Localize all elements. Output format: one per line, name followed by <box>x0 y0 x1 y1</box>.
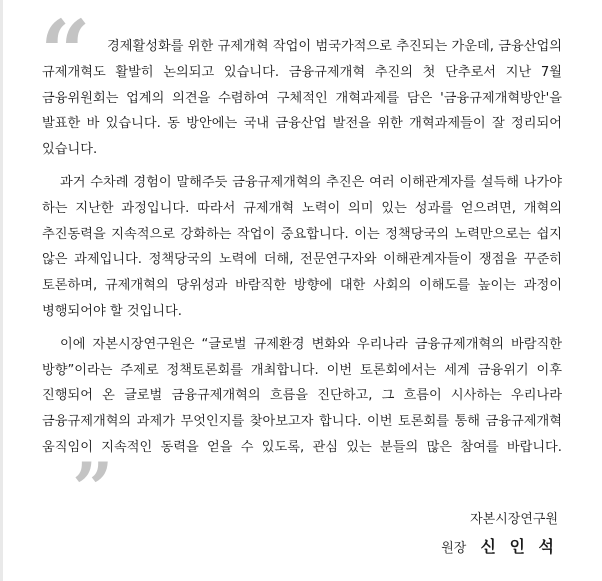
open-quote-icon: “ <box>40 0 85 104</box>
left-border-line <box>0 0 3 581</box>
paragraph-2: 과거 수차례 경험이 말해주듯 금융규제개혁의 추진은 여러 이해관계자를 설득해 나가야 하는 지난한 과정입니다. 따라서 규제개혁 노력이 의미 있는 성과를 얻으려면, 개혁의 추진동력을 지속적으로 강화하는 작업이 중요합니다. 이는 정책당국의 노력만으로는 쉽지 않은 과제입니다. 정책당국의 노력에 더해, 전문연구자와 이해관계자들이 쟁점을 꾸준히 토론하며, 규제개혁의 당위성과 바람직한 방향에 대한 사회의 이해도를 높이는 과정이 병행되어야 할 것입니다. <box>42 174 562 319</box>
letter-body <box>42 34 562 531</box>
paragraph-3 <box>42 332 562 531</box>
paragraph-1: 경제활성화를 위한 규제개혁 작업이 범국가적으로 추진되는 가운데, 금융산업의 규제개혁도 활발히 논의되고 있습니다. 금융규제개혁 추진의 첫 단추로서 지난 7월 금융위원회는 업계의 의견을 수렴하여 구체적인 개혁과제를 담은 '금융규제개혁방안'을 발표한 바 있습니다. 동 방안에는 국내 금융산업 발전을 위한 개혁과제들이 잘 정리되어 있습니다. <box>42 39 562 158</box>
signature-organization: 자본시장연구원 <box>470 512 558 527</box>
close-quote-icon: ” <box>72 445 108 531</box>
signature-title: 원장 <box>441 541 467 556</box>
signature-line <box>441 536 558 560</box>
signature-block <box>441 510 558 560</box>
signature-name: 신 인 석 <box>480 537 558 556</box>
paragraph-3-text: 이에 자본시장연구원은 “글로벌 규제환경 변화와 우리나라 금융규제개혁의 바람직한 방향”이라는 주제로 정책토론회를 개최합니다. 이번 토론회에서는 세계 금융위기 이후 진행되어 온 글로벌 금융규제개혁의 흐름을 진단하고, 그 흐름이 시사하는 우리나라 금융규제개혁의 과제가 무엇인지를 찾아보고자 합니다. 이번 토론회를 통해 금융규제개혁 움직임이 지속적인 동력을 얻을 수 있도록, 관심 있는 분들의 많은 참여를 바랍니다. <box>42 336 562 455</box>
